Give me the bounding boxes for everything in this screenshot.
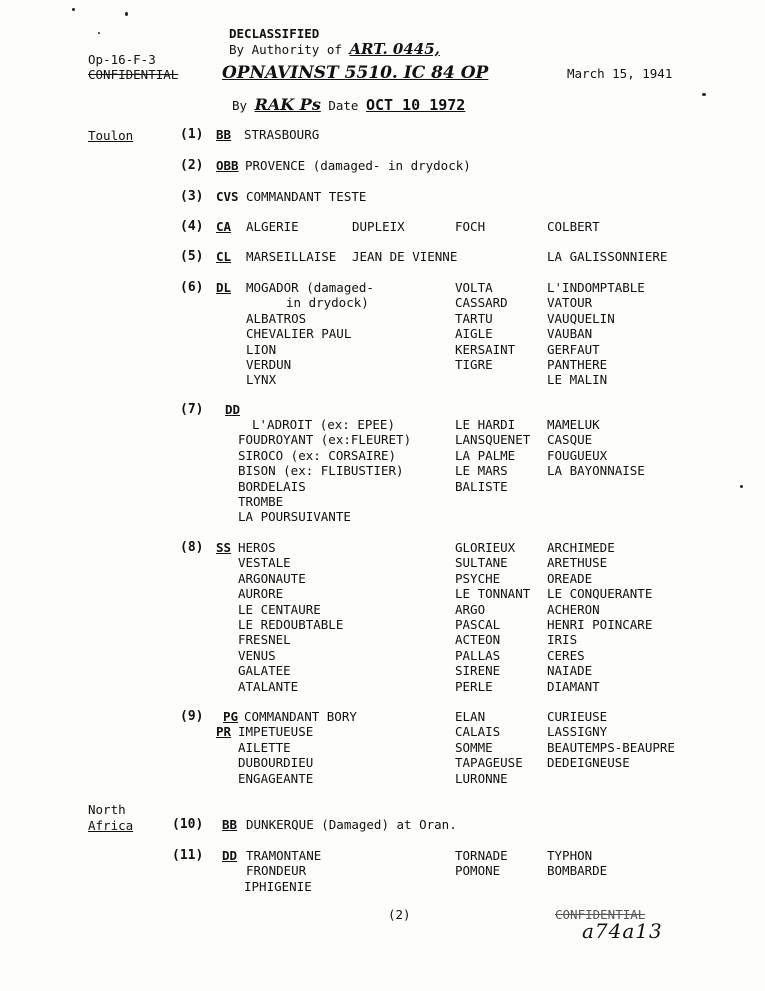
ship-name: FOUDROYANT (ex:FLEURET) bbox=[238, 432, 412, 448]
section-5-ship: LA GALISSONNIERE bbox=[547, 249, 668, 264]
section-1-type: BB bbox=[216, 127, 232, 142]
ship-name: GALATEE bbox=[238, 663, 291, 679]
ship-name: LYNX bbox=[246, 372, 277, 388]
document-date: March 15, 1941 bbox=[567, 66, 673, 81]
section-7-number: (7) bbox=[180, 402, 204, 417]
section-8-type: SS bbox=[216, 540, 232, 555]
ship-name: L'INDOMPTABLE bbox=[547, 280, 645, 295]
ship-name: TAPAGEUSE bbox=[455, 755, 523, 771]
ship-name: DUBOURDIEU bbox=[238, 755, 314, 771]
ship-name: CASSARD bbox=[455, 295, 508, 311]
scan-speck bbox=[125, 12, 128, 16]
ship-name: LA BAYONNAISE bbox=[547, 463, 645, 479]
ship-name: in drydock) bbox=[286, 295, 369, 311]
by-date-line bbox=[232, 97, 465, 113]
ship-name: COMMANDANT BORY bbox=[244, 709, 357, 724]
ship-name: PERLE bbox=[455, 678, 493, 694]
ship-name: BEAUTEMPS-BEAUPRE bbox=[547, 739, 675, 755]
authority-prefix: By Authority of bbox=[229, 42, 342, 57]
ship-name: HENRI POINCARE bbox=[547, 617, 653, 633]
by-signature: RAK Ps bbox=[254, 95, 321, 114]
ship-name: ALBATROS bbox=[246, 310, 307, 326]
ship-name: VERDUN bbox=[246, 357, 292, 373]
section-11-number: (11) bbox=[172, 848, 204, 863]
section-6-number: (6) bbox=[180, 280, 204, 295]
opnavinst-line: OPNAVINST 5510. IC 84 OP bbox=[222, 63, 489, 83]
section-9-type: PG bbox=[223, 709, 239, 724]
classification-header: CONFIDENTIAL bbox=[88, 67, 179, 82]
section-1-number: (1) bbox=[180, 127, 204, 142]
ship-name: ACTEON bbox=[455, 632, 501, 648]
location-africa: Africa bbox=[88, 818, 134, 833]
section-9-column-3 bbox=[547, 709, 675, 771]
ship-name: TYPHON bbox=[547, 848, 593, 863]
ship-name: LE REDOUBTABLE bbox=[238, 617, 344, 633]
section-1-ship: STRASBOURG bbox=[244, 127, 320, 142]
ship-name: ARGO bbox=[455, 601, 486, 617]
authority-value: ART. 0445, bbox=[349, 40, 440, 58]
ship-name: L'ADROIT (ex: EPEE) bbox=[252, 417, 395, 432]
section-4-number: (4) bbox=[180, 219, 204, 234]
ship-name: PSYCHE bbox=[455, 570, 501, 586]
section-5-ship: MARSEILLAISE bbox=[246, 249, 337, 264]
ship-name: TRAMONTANE bbox=[246, 848, 322, 863]
classification-footer: CONFIDENTIAL bbox=[555, 907, 646, 922]
section-7-column-1 bbox=[238, 417, 411, 525]
ship-name: AIGLE bbox=[455, 326, 493, 342]
section-11-column-1 bbox=[246, 848, 321, 894]
ship-name: FRONDEUR bbox=[246, 863, 307, 879]
ship-name: VOLTA bbox=[455, 280, 493, 295]
ship-name: ACHERON bbox=[547, 601, 600, 617]
ship-name: PANTHERE bbox=[547, 357, 608, 373]
ship-name: OREADE bbox=[547, 570, 593, 586]
section-5-number: (5) bbox=[180, 249, 204, 264]
section-6-type: DL bbox=[216, 280, 232, 295]
section-4-ship: COLBERT bbox=[547, 219, 600, 234]
ship-name: MAMELUK bbox=[547, 417, 600, 432]
ship-name: BOMBARDE bbox=[547, 863, 608, 879]
section-3-ship: COMMANDANT TESTE bbox=[246, 189, 367, 204]
authority-line bbox=[229, 42, 440, 57]
ship-name: TROMBE bbox=[238, 494, 284, 510]
section-10-number: (10) bbox=[172, 817, 204, 832]
ship-name: HEROS bbox=[238, 540, 276, 555]
reference-code: Op-16-F-3 bbox=[88, 52, 156, 67]
ship-name: LA POURSUIVANTE bbox=[238, 509, 351, 525]
declass-date: OCT 10 1972 bbox=[366, 96, 466, 114]
ship-name: SIRENE bbox=[455, 663, 501, 679]
ship-name: ATALANTE bbox=[238, 678, 299, 694]
section-9-number: (9) bbox=[180, 709, 204, 724]
ship-name: AURORE bbox=[238, 586, 284, 602]
ship-name: LE CENTAURE bbox=[238, 601, 321, 617]
ship-name: BALISTE bbox=[455, 478, 508, 494]
ship-name: DIAMANT bbox=[547, 678, 600, 694]
ship-name: MOGADOR (damaged- bbox=[246, 280, 374, 295]
ship-name: ARGONAUTE bbox=[238, 570, 306, 586]
section-11-column-3 bbox=[547, 848, 607, 879]
section-5-ship: JEAN DE VIENNE bbox=[352, 249, 458, 264]
section-11-type: DD bbox=[222, 848, 238, 863]
section-7-column-3 bbox=[547, 417, 645, 479]
page-number: (2) bbox=[388, 907, 411, 922]
ship-name: KERSAINT bbox=[455, 341, 516, 357]
ship-name: DEDEIGNEUSE bbox=[547, 755, 630, 771]
date-prefix: Date bbox=[328, 98, 359, 113]
ship-name: IPHIGENIE bbox=[244, 878, 312, 894]
ship-name: VAUQUELIN bbox=[547, 310, 615, 326]
ship-name: CASQUE bbox=[547, 432, 593, 448]
ship-name: ARETHUSE bbox=[547, 555, 608, 571]
ship-name: ENGAGEANTE bbox=[238, 770, 314, 786]
ship-name: SIROCO (ex: CORSAIRE) bbox=[238, 447, 397, 463]
section-2-type: OBB bbox=[216, 158, 239, 173]
section-10-ship: DUNKERQUE (Damaged) at Oran. bbox=[246, 817, 457, 832]
ship-name: LASSIGNY bbox=[547, 724, 608, 740]
section-4-ship: ALGERIE bbox=[246, 219, 299, 234]
section-8-column-3 bbox=[547, 540, 652, 694]
section-8-column-2 bbox=[455, 540, 530, 694]
ship-name: LE MARS bbox=[455, 463, 508, 479]
ship-name: CERES bbox=[547, 647, 585, 663]
ship-name: TARTU bbox=[455, 310, 493, 326]
section-6-column-1 bbox=[246, 280, 374, 388]
ship-name: IMPETUEUSE bbox=[238, 724, 314, 740]
ship-name: POMONE bbox=[455, 863, 501, 879]
ship-name: LANSQUENET bbox=[455, 432, 531, 448]
section-2-ship: PROVENCE (damaged- in drydock) bbox=[245, 158, 471, 173]
section-6-column-2 bbox=[455, 280, 515, 372]
ship-name: SOMME bbox=[455, 739, 493, 755]
section-4-type: CA bbox=[216, 219, 232, 234]
scan-speck bbox=[740, 485, 743, 488]
ship-name: LA PALME bbox=[455, 447, 516, 463]
section-9-column-1 bbox=[238, 709, 357, 786]
scan-speck bbox=[98, 32, 100, 34]
section-8-number: (8) bbox=[180, 540, 204, 555]
section-2-number: (2) bbox=[180, 158, 204, 173]
ship-name: CHEVALIER PAUL bbox=[246, 326, 352, 342]
location-north: North bbox=[88, 802, 126, 817]
section-9-column-2 bbox=[455, 709, 523, 786]
ship-name: ARCHIMEDE bbox=[547, 540, 615, 555]
ship-name: VATOUR bbox=[547, 295, 593, 311]
ship-name: LE MALIN bbox=[547, 372, 608, 388]
section-10-type: BB bbox=[222, 817, 238, 832]
ship-name: IRIS bbox=[547, 632, 578, 648]
ship-name: CURIEUSE bbox=[547, 709, 608, 724]
section-8-column-1 bbox=[238, 540, 343, 694]
ship-name: PASCAL bbox=[455, 617, 501, 633]
scan-speck bbox=[72, 8, 75, 11]
ship-name: VENUS bbox=[238, 647, 276, 663]
ship-name: LURONNE bbox=[455, 770, 508, 786]
ship-name: SULTANE bbox=[455, 555, 508, 571]
ship-name: GERFAUT bbox=[547, 341, 600, 357]
ship-name: LE CONQUERANTE bbox=[547, 586, 653, 602]
ship-name: GLORIEUX bbox=[455, 540, 516, 555]
section-5-type: CL bbox=[216, 249, 232, 264]
section-9-type-2: PR bbox=[216, 724, 232, 739]
scan-speck bbox=[702, 93, 706, 96]
ship-name: TIGRE bbox=[455, 357, 493, 373]
section-3-type: CVS bbox=[216, 189, 239, 204]
ship-name: AILETTE bbox=[238, 739, 291, 755]
section-7-column-2 bbox=[455, 417, 530, 494]
ship-name: BORDELAIS bbox=[238, 478, 306, 494]
ship-name: BISON (ex: FLIBUSTIER) bbox=[238, 463, 404, 479]
ship-name: VAUBAN bbox=[547, 326, 593, 342]
section-7-type: DD bbox=[225, 402, 241, 417]
section-4-ship: DUPLEIX bbox=[352, 219, 405, 234]
declassified-stamp: DECLASSIFIED bbox=[229, 26, 320, 41]
ship-name: NAIADE bbox=[547, 663, 593, 679]
ship-name: LION bbox=[246, 341, 277, 357]
section-3-number: (3) bbox=[180, 189, 204, 204]
ship-name: LE HARDI bbox=[455, 417, 516, 432]
ship-name: CALAIS bbox=[455, 724, 501, 740]
location-toulon: Toulon bbox=[88, 128, 134, 143]
section-6-column-3 bbox=[547, 280, 645, 388]
section-4-ship: FOCH bbox=[455, 219, 486, 234]
ship-name: FRESNEL bbox=[238, 632, 291, 648]
ship-name: PALLAS bbox=[455, 647, 501, 663]
ship-name: FOUGUEUX bbox=[547, 447, 608, 463]
by-prefix: By bbox=[232, 98, 248, 113]
handwritten-note: a74a13 bbox=[582, 919, 663, 943]
ship-name: VESTALE bbox=[238, 555, 291, 571]
section-11-column-2 bbox=[455, 848, 508, 879]
ship-name: LE TONNANT bbox=[455, 586, 531, 602]
ship-name: ELAN bbox=[455, 709, 486, 724]
ship-name: TORNADE bbox=[455, 848, 508, 863]
